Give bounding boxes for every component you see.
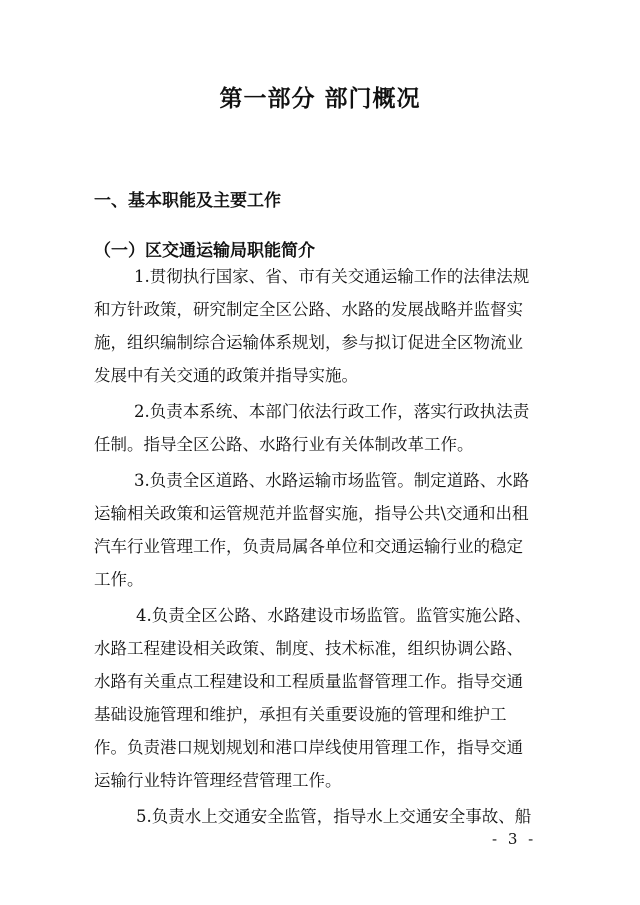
page-title: 第一部分 部门概况 [219,86,421,112]
paragraph-line: 基础设施管理和维护，承担有关重要设施的管理和维护工 [94,705,507,724]
page-number: - 3 - [492,830,537,848]
paragraph-line: 工作。 [94,570,144,589]
paragraph-line: 4.负责全区公路、水路建设市场监管。监管实施公路、 [136,606,532,625]
paragraph-line: 汽车行业管理工作，负责局属各单位和交通运输行业的稳定 [94,537,523,556]
paragraph-line: 水路工程建设相关政策、制度、技术标准，组织协调公路、 [94,639,523,658]
paragraph-line: 施，组织编制综合运输体系规划，参与拟订促进全区物流业 [94,333,523,352]
paragraph-line: 1.贯彻执行国家、省、市有关交通运输工作的法律法规 [134,267,530,286]
paragraph-line: 任制。指导全区公路、水路行业有关体制改革工作。 [94,435,474,454]
subsection-heading: （一）区交通运输局职能简介 [94,241,315,261]
paragraph-line: 2.负责本系统、本部门依法行政工作，落实行政执法责 [134,402,530,421]
paragraph-line: 发展中有关交通的政策并指导实施。 [94,366,358,385]
paragraph-line: 水路有关重点工程建设和工程质量监督管理工作。指导交通 [94,672,523,691]
paragraph-line: 3.负责全区道路、水路运输市场监管。制定道路、水路 [134,471,530,490]
section-heading: 一、基本职能及主要工作 [94,191,281,211]
paragraph-line: 5.负责水上交通安全监管，指导水上交通安全事故、船 [136,807,532,826]
paragraph-line: 运输相关政策和运管规范并监督实施，指导公共\交通和出租 [94,504,529,523]
paragraph-line: 和方针政策，研究制定全区公路、水路的发展战略并监督实 [94,300,523,319]
paragraph-line: 运输行业特许管理经营管理工作。 [94,771,342,790]
paragraph-line: 作。负责港口规划规划和港口岸线使用管理工作，指导交通 [94,738,523,757]
